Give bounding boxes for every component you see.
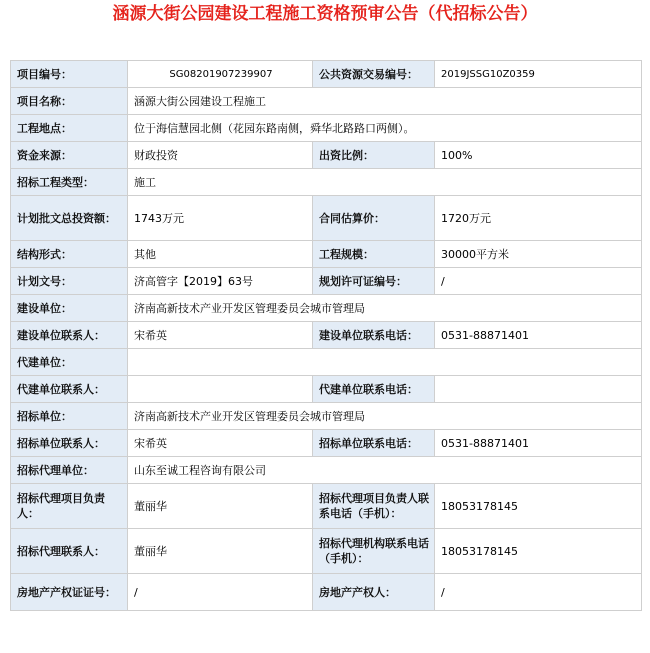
table-row [11, 241, 642, 268]
table-row [11, 457, 642, 484]
structure-label: 结构形式： [11, 241, 128, 268]
structure-value: 其他 [128, 241, 313, 268]
fund-ratio-label: 出资比例： [313, 142, 435, 169]
tenderer-label: 招标单位： [11, 403, 128, 430]
location-label: 工程地点： [11, 115, 128, 142]
agent-org-phone-value: 18053178145 [435, 529, 642, 574]
table-row [11, 376, 642, 403]
table-row [11, 169, 642, 196]
property-owner-value: / [435, 574, 642, 611]
bid-type-label: 招标工程类型： [11, 169, 128, 196]
property-owner-label: 房地产产权人： [313, 574, 435, 611]
contract-estimate-label: 合同估算价： [313, 196, 435, 241]
agent-contact-label: 招标代理联系人： [11, 529, 128, 574]
planning-permit-no-label: 规划许可证编号： [313, 268, 435, 295]
location-value: 位于海信慧园北侧（花园东路南侧，舜华北路路口两侧）。 [128, 115, 642, 142]
table-row [11, 484, 642, 529]
plan-doc-no-label: 计划文号： [11, 268, 128, 295]
tenderer-phone-value: 0531-88871401 [435, 430, 642, 457]
table-row [11, 349, 642, 376]
bid-type-value: 施工 [128, 169, 642, 196]
table-row [11, 196, 642, 241]
builder-contact-value: 宋希英 [128, 322, 313, 349]
approved-investment-value: 1743万元 [128, 196, 313, 241]
tenderer-contact-value: 宋希英 [128, 430, 313, 457]
fund-source-value: 财政投资 [128, 142, 313, 169]
table-row [11, 61, 642, 88]
fund-source-label: 资金来源： [11, 142, 128, 169]
ggzy-no-value: 2019JSSG10Z0359 [435, 61, 642, 88]
agent-builder-value [128, 349, 642, 376]
notice-info-table [10, 60, 642, 611]
project-name-value: 涵源大街公园建设工程施工 [128, 88, 642, 115]
table-row [11, 574, 642, 611]
table-row [11, 403, 642, 430]
table-row [11, 322, 642, 349]
property-cert-no-label: 房地产产权证证号： [11, 574, 128, 611]
agent-builder-phone-label: 代建单位联系电话： [313, 376, 435, 403]
contract-estimate-value: 1720万元 [435, 196, 642, 241]
tenderer-phone-label: 招标单位联系电话： [313, 430, 435, 457]
table-row [11, 88, 642, 115]
builder-value: 济南高新技术产业开发区管理委员会城市管理局 [128, 295, 642, 322]
tenderer-contact-label: 招标单位联系人： [11, 430, 128, 457]
agent-builder-label: 代建单位： [11, 349, 128, 376]
project-no-label: 项目编号： [11, 61, 128, 88]
table-row [11, 142, 642, 169]
agent-pm-phone-value: 18053178145 [435, 484, 642, 529]
agent-pm-value: 董丽华 [128, 484, 313, 529]
table-row [11, 529, 642, 574]
agent-builder-contact-value [128, 376, 313, 403]
scale-value: 30000平方米 [435, 241, 642, 268]
table-row [11, 295, 642, 322]
page-title: 涵源大街公园建设工程施工资格预审公告（代招标公告） [112, 4, 538, 24]
ggzy-no-label: 公共资源交易编号： [313, 61, 435, 88]
project-name-label: 项目名称： [11, 88, 128, 115]
builder-phone-value: 0531-88871401 [435, 322, 642, 349]
agent-builder-contact-label: 代建单位联系人： [11, 376, 128, 403]
table-row [11, 430, 642, 457]
agent-org-phone-label: 招标代理机构联系电话（手机）： [313, 529, 435, 574]
scale-label: 工程规模： [313, 241, 435, 268]
builder-label: 建设单位： [11, 295, 128, 322]
builder-contact-label: 建设单位联系人： [11, 322, 128, 349]
builder-phone-label: 建设单位联系电话： [313, 322, 435, 349]
property-cert-no-value: / [128, 574, 313, 611]
tender-agent-value: 山东至诚工程咨询有限公司 [128, 457, 642, 484]
tenderer-value: 济南高新技术产业开发区管理委员会城市管理局 [128, 403, 642, 430]
agent-pm-phone-label: 招标代理项目负责人联系电话（手机）： [313, 484, 435, 529]
plan-doc-no-value: 济高管字【2019】63号 [128, 268, 313, 295]
fund-ratio-value: 100% [435, 142, 642, 169]
agent-contact-value: 董丽华 [128, 529, 313, 574]
agent-builder-phone-value [435, 376, 642, 403]
agent-pm-label: 招标代理项目负责人： [11, 484, 128, 529]
project-no-value: SG08201907239907 [128, 61, 313, 88]
approved-investment-label: 计划批文总投资额： [11, 196, 128, 241]
planning-permit-no-value: / [435, 268, 642, 295]
tender-agent-label: 招标代理单位： [11, 457, 128, 484]
table-row [11, 268, 642, 295]
table-row [11, 115, 642, 142]
